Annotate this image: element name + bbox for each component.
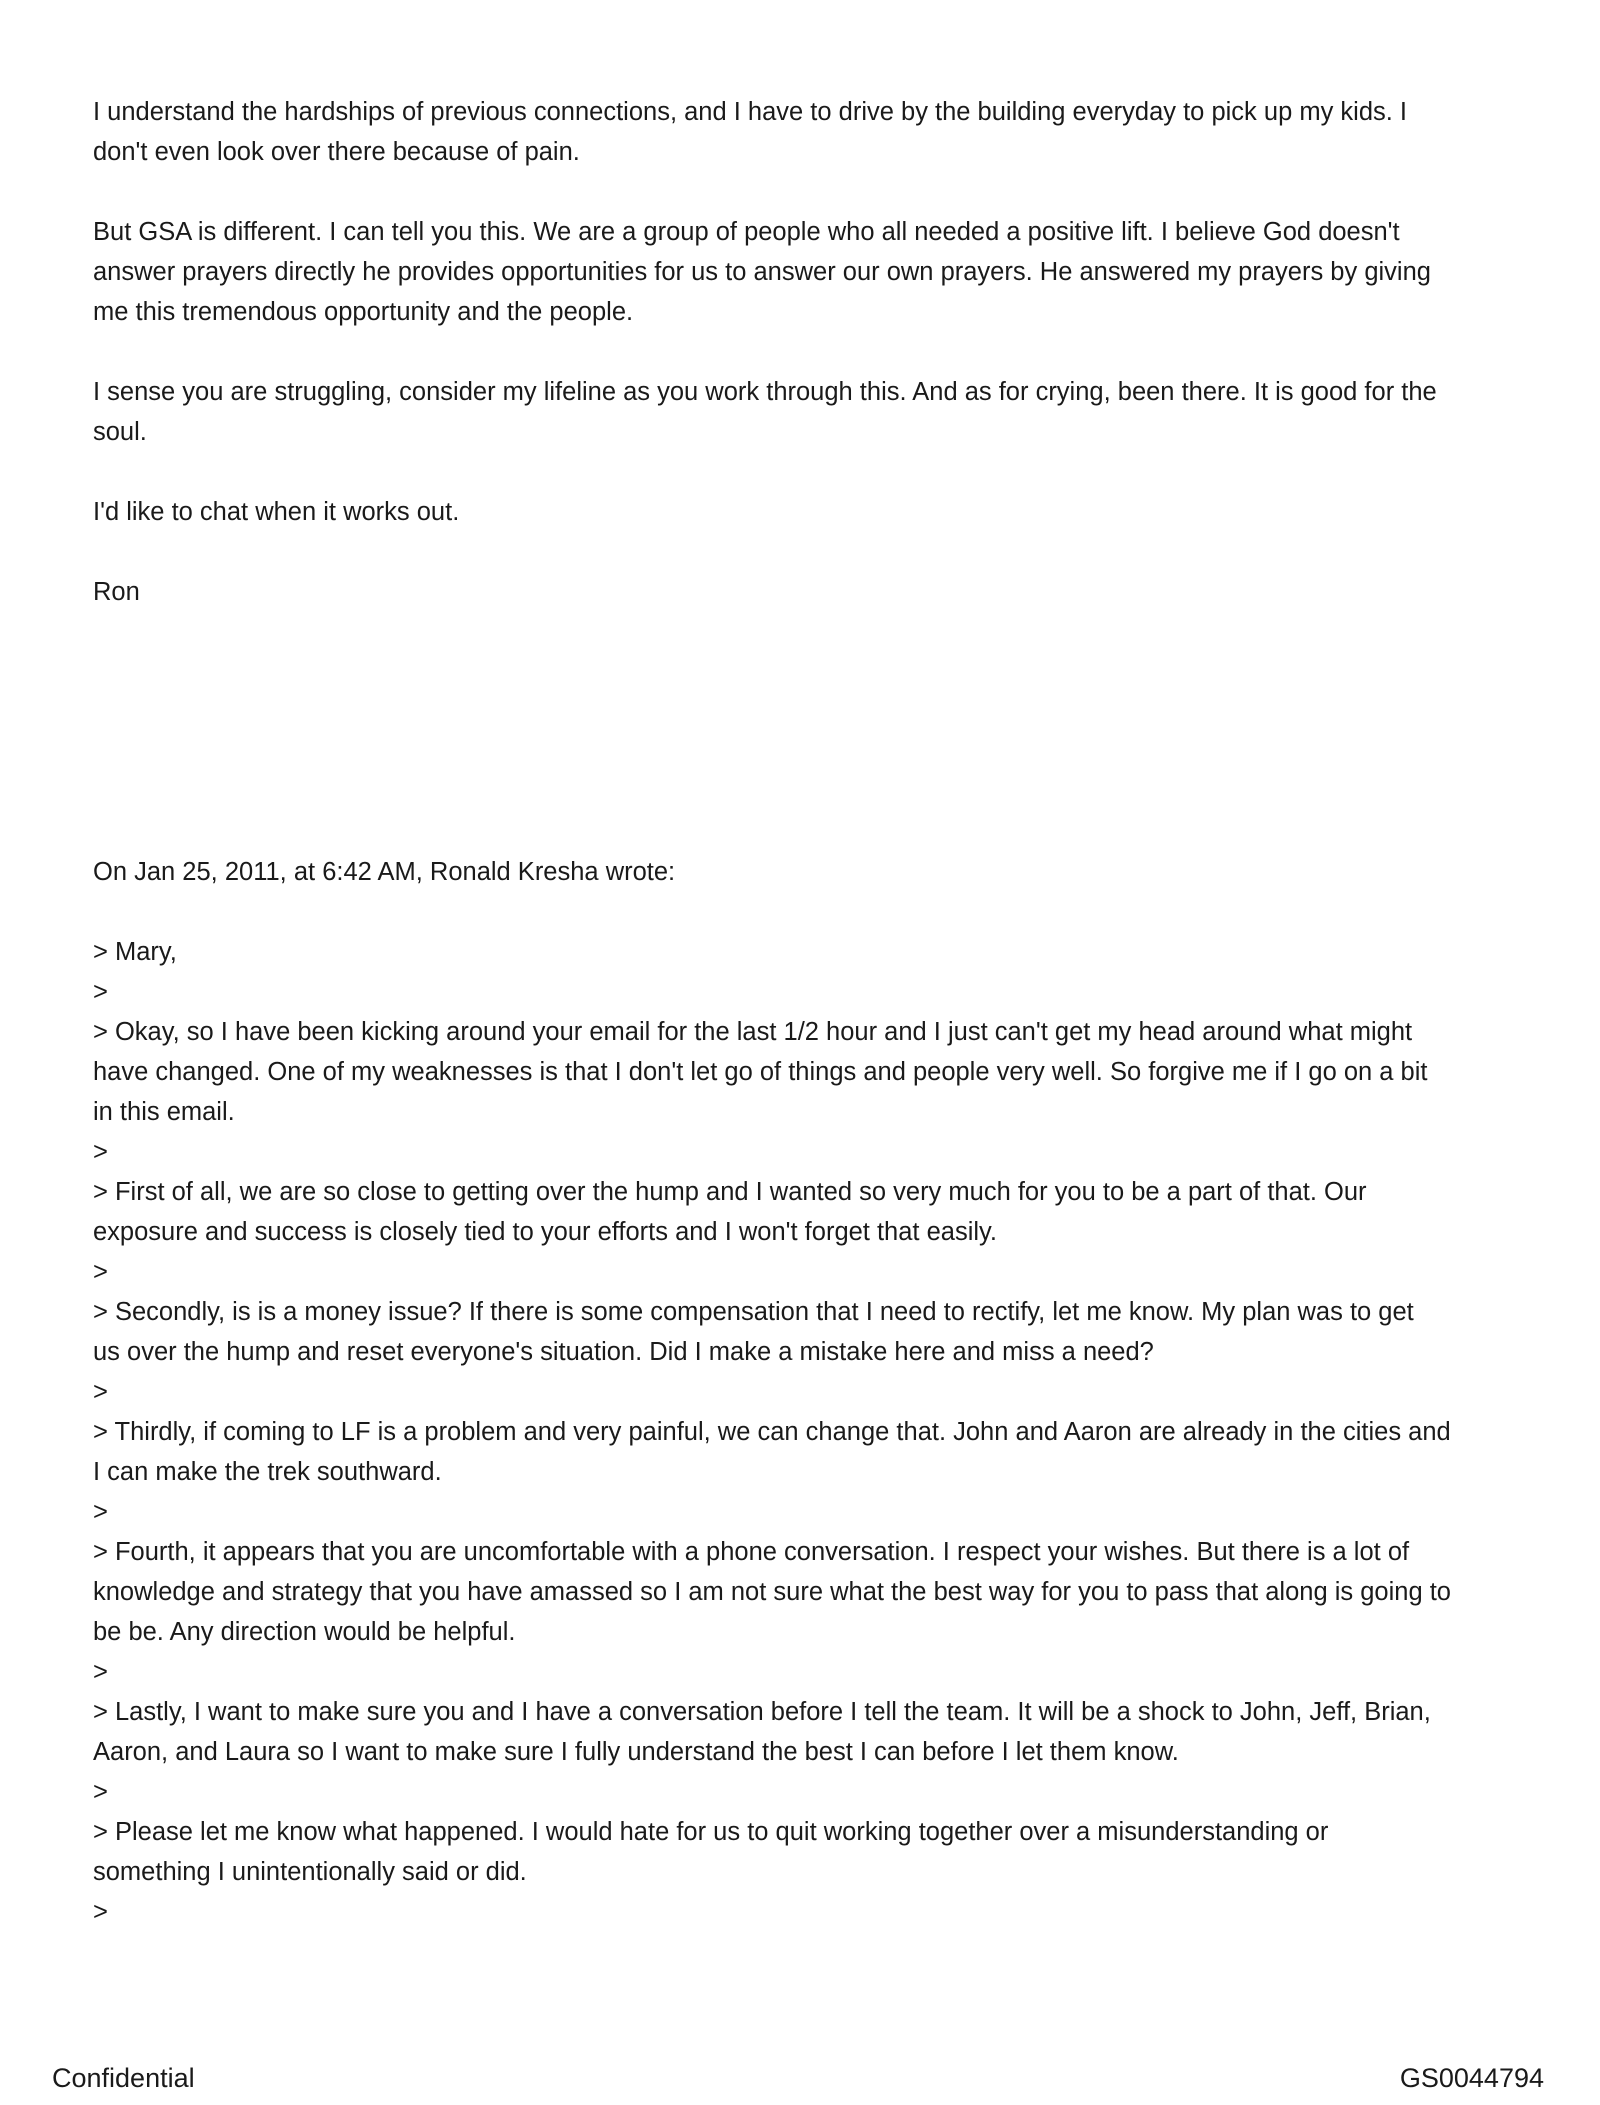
- text-line: me this tremendous opportunity and the people.: [93, 298, 634, 326]
- text-line: I'd like to chat when it works out.: [93, 498, 460, 526]
- quote-attribution: On Jan 25, 2011, at 6:42 AM, Ronald Kresha wrote:: [93, 858, 676, 886]
- quoted-line: > Please let me know what happened. I would hate for us to quit working together over a misunderstanding or: [93, 1818, 1329, 1846]
- quoted-line: knowledge and strategy that you have amassed so I am not sure what the best way for you to pass that along is going to: [93, 1578, 1451, 1606]
- quoted-line: > Fourth, it appears that you are uncomfortable with a phone conversation. I respect your wishes. But there is a lot of: [93, 1538, 1410, 1566]
- quoted-line: > Secondly, is is a money issue? If there is some compensation that I need to rectify, let me know. My plan was to get: [93, 1298, 1414, 1326]
- reply-paragraph-2: [93, 212, 1513, 332]
- quoted-line: >: [93, 1258, 108, 1286]
- quoted-line: >: [93, 978, 108, 1006]
- quoted-line: >: [93, 1898, 108, 1926]
- quoted-line: >: [93, 1138, 108, 1166]
- text-line: don't even look over there because of pain.: [93, 138, 580, 166]
- quoted-line: > Okay, so I have been kicking around your email for the last 1/2 hour and I just can't get my head around what might: [93, 1018, 1413, 1046]
- quoted-line: us over the hump and reset everyone's situation. Did I make a mistake here and miss a need?: [93, 1338, 1154, 1366]
- reply-paragraph-4: [93, 492, 1513, 532]
- text-line: soul.: [93, 418, 147, 446]
- quoted-line: in this email.: [93, 1098, 235, 1126]
- text-line: answer prayers directly he provides opportunities for us to answer our own prayers. He answered my prayers by giving: [93, 258, 1431, 286]
- quoted-line: > First of all, we are so close to getting over the hump and I wanted so very much for you to be a part of that. Our: [93, 1178, 1367, 1206]
- quoted-line: > Lastly, I want to make sure you and I have a conversation before I tell the team. It will be a shock to John, Jeff, Brian,: [93, 1698, 1431, 1726]
- quoted-line: > Mary,: [93, 938, 177, 966]
- quoted-line: >: [93, 1498, 108, 1526]
- bates-number: GS0044794: [1399, 2063, 1544, 2093]
- spacer: [93, 652, 1513, 852]
- text-line: But GSA is different. I can tell you this. We are a group of people who all needed a positive lift. I believe God doesn't: [93, 218, 1400, 246]
- quoted-line: be be. Any direction would be helpful.: [93, 1618, 516, 1646]
- confidential-label: Confidential: [52, 2063, 195, 2093]
- quoted-line: > Thirdly, if coming to LF is a problem and very painful, we can change that. John and Aaron are already in the cities and: [93, 1418, 1451, 1446]
- text-line: I understand the hardships of previous connections, and I have to drive by the building everyday to pick up my kids. I: [93, 98, 1408, 126]
- quoted-line: something I unintentionally said or did.: [93, 1858, 527, 1886]
- quoted-line: Aaron, and Laura so I want to make sure I fully understand the best I can before I let them know.: [93, 1738, 1179, 1766]
- quoted-line: I can make the trek southward.: [93, 1458, 442, 1486]
- quoted-line: >: [93, 1378, 108, 1406]
- reply-paragraph-3: [93, 372, 1513, 452]
- quoted-line: exposure and success is closely tied to your efforts and I won't forget that easily.: [93, 1218, 997, 1246]
- email-body: [93, 92, 1513, 1932]
- quoted-message: [93, 932, 1513, 1932]
- quoted-line: >: [93, 1658, 108, 1686]
- quoted-line: have changed. One of my weaknesses is that I don't let go of things and people very well. So forgive me if I go on a bit: [93, 1058, 1428, 1086]
- signature-name: Ron: [93, 578, 140, 606]
- quoted-line: >: [93, 1778, 108, 1806]
- text-line: I sense you are struggling, consider my lifeline as you work through this. And as for crying, been there. It is good for the: [93, 378, 1437, 406]
- quote-header: [93, 852, 1513, 892]
- reply-paragraph-1: [93, 92, 1513, 172]
- signature: [93, 572, 1513, 612]
